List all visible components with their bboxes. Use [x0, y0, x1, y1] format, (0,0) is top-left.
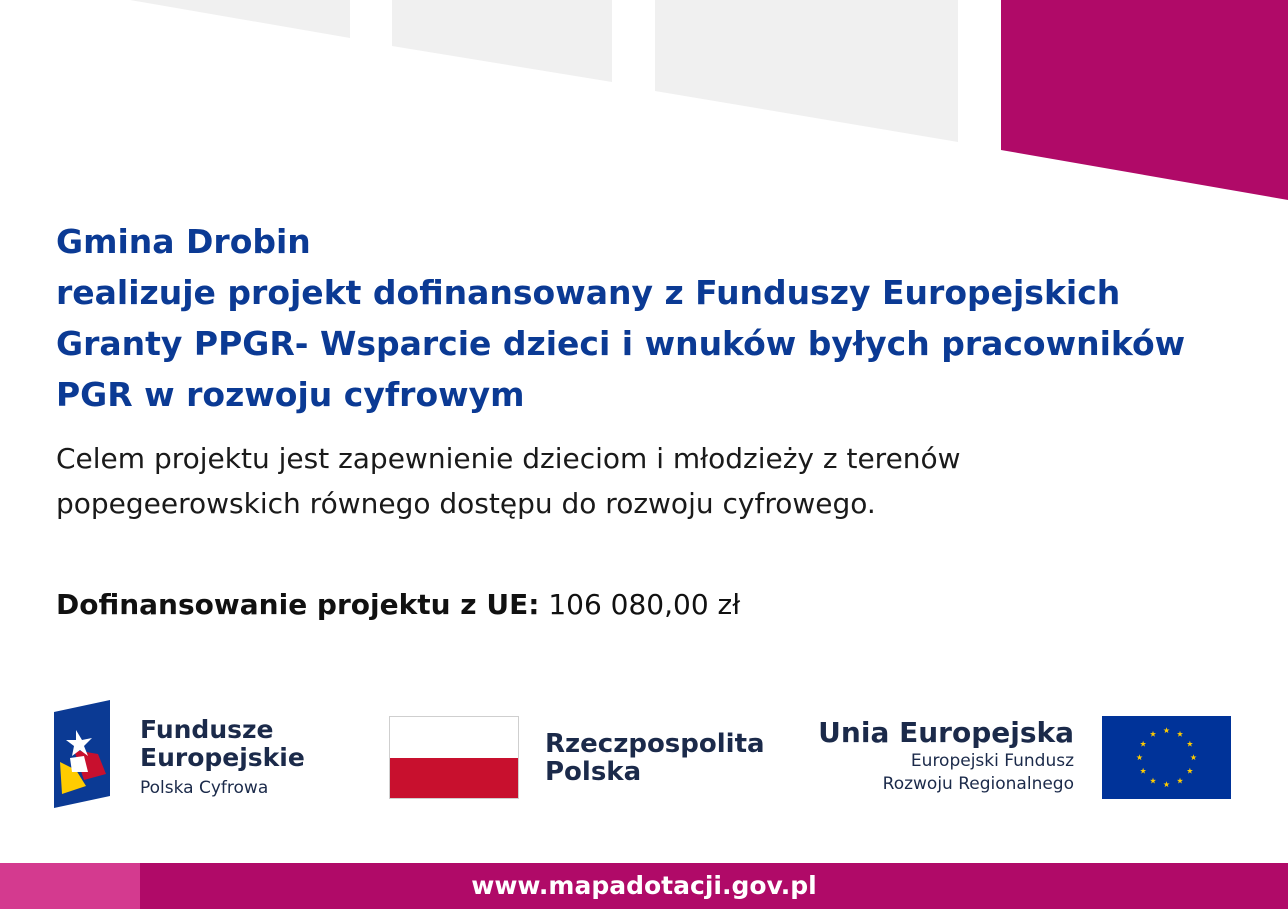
eu-star-icon: [1163, 781, 1169, 787]
ue-sub2: Rozwoju Regionalnego: [882, 774, 1074, 794]
fe-line2: Europejskie: [140, 743, 305, 772]
footer-bar: [0, 863, 1288, 909]
description-line: popegeerowskich równego dostępu do rozwoju cyfrowego.: [56, 487, 876, 520]
eu-star-icon: [1136, 754, 1142, 760]
eu-star-icon: [1140, 768, 1146, 774]
ue-title: Unia Europejska: [818, 716, 1074, 749]
project-headline: [56, 216, 1236, 420]
eu-star-icon: [1163, 727, 1169, 733]
eu-star-icon: [1187, 768, 1193, 774]
headline-line: Granty PPGR- Wsparcie dzieci i wnuków byłych pracowników: [56, 324, 1186, 363]
fundusze-europejskie-text: [140, 716, 305, 798]
eu-star-icon: [1187, 741, 1193, 747]
ue-sub1: Europejski Fundusz: [910, 751, 1074, 771]
unia-europejska-text: [818, 716, 1074, 796]
eu-star-icon: [1177, 731, 1183, 737]
rzeczpospolita-polska-text: [545, 730, 765, 786]
rp-line1: Rzeczpospolita: [545, 729, 765, 759]
eu-flag-icon: [1102, 716, 1231, 799]
polish-flag-icon: [389, 716, 519, 799]
decorative-shape: [655, 0, 958, 142]
fundusze-europejskie-logo-icon: [54, 700, 114, 808]
project-description: [56, 436, 1156, 526]
decorative-magenta-shape: [1001, 0, 1288, 200]
eu-star-icon: [1177, 778, 1183, 784]
headline-line: realizuje projekt dofinansowany z Funduszy Europejskich: [56, 273, 1121, 312]
eu-star-icon: [1190, 754, 1196, 760]
decorative-header-shapes: [0, 0, 1288, 210]
fe-line1: Fundusze: [140, 715, 274, 744]
description-line: Celem projektu jest zapewnienie dzieciom i młodzieży z terenów: [56, 442, 961, 475]
footer-url: www.mapadotacji.gov.pl: [471, 871, 817, 900]
decorative-shape: [130, 0, 350, 38]
eu-star-icon: [1150, 778, 1156, 784]
headline-line: PGR w rozwoju cyfrowym: [56, 375, 525, 414]
funding-amount: [56, 585, 740, 625]
municipality-name: Gmina Drobin: [56, 222, 311, 261]
funding-label: Dofinansowanie projektu z UE:: [56, 588, 540, 621]
eu-star-icon: [1140, 741, 1146, 747]
eu-star-icon: [1150, 731, 1156, 737]
rp-line2: Polska: [545, 757, 642, 787]
decorative-shape: [392, 0, 612, 82]
funding-value: 106 080,00 zł: [548, 588, 741, 621]
fe-subtitle: Polska Cyfrowa: [140, 778, 269, 798]
